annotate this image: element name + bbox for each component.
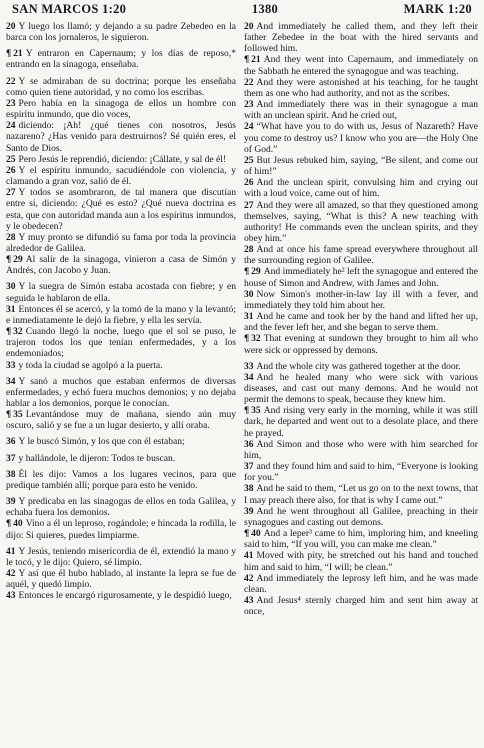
verse-number: 32 <box>251 333 261 345</box>
paragraph-mark-icon: ¶ <box>6 326 12 338</box>
verse-number: 26 <box>6 164 16 176</box>
paragraph-mark-icon: ¶ <box>244 405 250 417</box>
verse-text: Y luego los llamó; y dejando a su padre Zebedeo en la barca con los jornaleros, le siguieron. <box>6 21 236 44</box>
verse <box>6 281 236 303</box>
verse-text: Cuando llegó la noche, luego que el sol se puso, le trajeron todos los que tenían enfermedades, y a los endemoniados; <box>6 326 236 360</box>
verse <box>6 360 236 371</box>
verse-text: diciendo: ¡Ah! ¿qué tienes con nosotros, Jesús nazareno? ¿Has venido para destruirnos? Sé quién eres, el Santo de Dios. <box>6 120 236 154</box>
verse-number: 38 <box>6 468 16 480</box>
verse <box>6 376 236 409</box>
verse <box>244 200 478 245</box>
verse-number: 43 <box>6 590 16 602</box>
verse-text: “What have you to do with us, Jesus of Nazareth? Have you come to destroy us? I know who you are—the Holy One of God.” <box>244 121 478 155</box>
verse-text: Pero Jesús le reprendió, diciendo: ¡Cállate, y sal de él! <box>18 153 227 165</box>
verse-number: 25 <box>244 154 254 166</box>
verse <box>244 550 478 572</box>
paragraph-mark-icon: ¶ <box>6 518 12 530</box>
verse <box>244 372 478 405</box>
verse-number: 31 <box>244 311 254 323</box>
verse-text: And he healed many who were sick with various diseases, and cast out many demons. And he would not permit the demons to speak, because they knew him. <box>244 371 478 406</box>
verse-text: And they were astonished at his teaching, for he taught them as one who had authority, and not as the scribes. <box>244 76 478 99</box>
verse-text: And Jesus⁴ sternly charged him and sent him away at once, <box>244 594 478 618</box>
verse-number: 42 <box>6 568 16 580</box>
verse <box>244 595 478 617</box>
verse-number: 33 <box>244 360 254 372</box>
verse <box>244 333 478 355</box>
verse <box>6 48 236 70</box>
paragraph-mark-icon: ¶ <box>6 254 12 266</box>
verse-number: 39 <box>6 496 16 508</box>
verse-number: 28 <box>244 244 254 256</box>
verse-text: Y sanó a muchos que estaban enfermos de diversas enfermedades, y echó fuera muchos demonios; y no dejaba hablar a los demonios, porque le conocían. <box>6 375 236 409</box>
spanish-column <box>6 21 236 617</box>
verse-number: 38 <box>244 483 254 495</box>
verse-text: Entonces él se acercó, y la tomó de la mano y la levantó; e inmediatamente le dejó la fiebre, y ella les servía. <box>6 303 236 326</box>
verse-text: Vino a él un leproso, rogándole; e hincada la rodilla, le dijo: Si quieres, puedes limpiarme. <box>6 518 236 541</box>
verse-number: 20 <box>6 21 16 32</box>
parallel-columns <box>6 21 478 617</box>
page-number: 1380 <box>251 2 279 16</box>
verse-text: Y predicaba en las sinagogas de ellos en toda Galilea, y echaba fuera los demonios. <box>6 496 236 519</box>
verse <box>6 496 236 518</box>
verse-number: 43 <box>244 594 254 606</box>
paragraph-mark-icon: ¶ <box>6 409 12 421</box>
verse-text: And he came and took her by the hand and lifted her up, and the fever left her, and she began to serve them. <box>244 311 478 334</box>
verse-text: and they found him and said to him, “Everyone is looking for you.” <box>244 461 478 484</box>
verse-text: Y así que él hubo hablado, al instante la lepra se fue de aquél, y quedó limpio. <box>6 568 236 591</box>
verse <box>6 76 236 98</box>
verse <box>6 453 236 464</box>
verse-text: y hallándole, le dijeron: Todos te buscan. <box>18 452 176 464</box>
verse-number: 41 <box>6 545 16 557</box>
verse-text: Y se admiraban de su doctrina; porque les enseñaba como quien tiene autoridad, y no como los escribas. <box>6 75 236 98</box>
paragraph-mark-icon: ¶ <box>244 54 250 66</box>
verse-number: 42 <box>244 572 254 584</box>
verse-text: Now Simon's mother-in-law lay ill with a fever, and immediately they told him about her. <box>244 288 478 311</box>
verse-text: And immediately the leprosy left him, and he was made clean. <box>244 572 478 595</box>
verse <box>244 528 478 550</box>
verse <box>244 506 478 528</box>
verse-number: 32 <box>13 326 23 338</box>
verse-number: 29 <box>251 266 261 278</box>
paragraph-mark-icon: ¶ <box>244 528 250 540</box>
verse-number: 30 <box>244 288 254 300</box>
verse <box>244 177 478 199</box>
verse-number: 22 <box>244 76 254 88</box>
verse <box>6 154 236 165</box>
paragraph-mark-icon: ¶ <box>244 333 250 345</box>
verse <box>244 289 478 311</box>
verse <box>244 573 478 595</box>
verse <box>244 439 478 461</box>
verse-text: Levantándose muy de mañana, siendo aún muy oscuro, salió y se fue a un lugar desierto, y allí oraba. <box>6 409 236 432</box>
verse-number: 23 <box>244 99 254 111</box>
verse <box>6 568 236 590</box>
verse <box>6 232 236 254</box>
verse-text: But Jesus rebuked him, saying, “Be silent, and come out of him!” <box>244 154 478 178</box>
verse <box>6 254 236 276</box>
verse-number: 29 <box>13 254 23 266</box>
verse-text: And immediately there was in their synagogue a man with an unclean spirit. And he cried out, <box>244 99 478 122</box>
verse-number: 24 <box>244 121 254 133</box>
verse-text: Y muy pronto se difundió su fama por toda la provincia alrededor de Galilea. <box>6 231 236 254</box>
verse <box>244 311 478 333</box>
verse <box>6 21 236 43</box>
verse-text: And immediately he² left the synagogue and entered the house of Simon and Andrew, with James and John. <box>244 266 478 289</box>
verse-text: And they were all amazed, so that they questioned among themselves, saying, “What is this? A new teaching with authority! He commands even the unclean spirits, and they obey him.” <box>244 199 478 244</box>
verse-text: Pero había en la sinagoga de ellos un hombre con espíritu inmundo, que dio voces, <box>6 97 236 121</box>
verse <box>6 187 236 232</box>
verse <box>6 326 236 359</box>
verse <box>6 409 236 431</box>
verse <box>6 518 236 540</box>
verse-text: Y la suegra de Simón estaba acostada con fiebre; y en seguida le hablaron de ella. <box>6 281 236 304</box>
verse-number: 35 <box>251 405 261 417</box>
verse-number: 31 <box>6 303 16 315</box>
verse <box>6 436 236 447</box>
verse-number: 41 <box>244 550 254 562</box>
header-english-reference: MARK 1:20 <box>403 2 472 16</box>
verse-number: 20 <box>244 21 254 32</box>
verse-text: y toda la ciudad se agolpó a la puerta. <box>18 359 163 371</box>
verse-text: Y le buscó Simón, y los que con él estaban; <box>18 436 185 448</box>
verse-number: 26 <box>244 177 254 189</box>
verse-number: 40 <box>13 518 23 530</box>
verse-number: 36 <box>6 436 16 448</box>
verse-text: Moved with pity, he stretched out his hand and touched him and said to him, “I will; be clean.” <box>244 550 478 573</box>
verse <box>244 99 478 121</box>
verse-text: Y el espíritu inmundo, sacudiéndole con violencia, y clamando a gran voz, salió de él. <box>6 164 236 188</box>
verse-text: And at once his fame spread everywhere throughout all the surrounding region of Galilee. <box>244 244 478 267</box>
verse-number: 27 <box>6 187 16 199</box>
verse-number: 27 <box>244 199 254 211</box>
verse-number: 24 <box>6 120 16 132</box>
verse <box>244 77 478 99</box>
verse-text: Al salir de la sinagoga, vinieron a casa de Simón y Andrés, con Jacobo y Juan. <box>6 254 236 277</box>
verse-text: And rising very early in the morning, while it was still dark, he departed and went out to a desolate place, and there he prayed. <box>244 405 478 439</box>
verse-number: 30 <box>6 281 16 293</box>
paragraph-mark-icon: ¶ <box>6 48 12 60</box>
verse <box>6 98 236 120</box>
verse-number: 22 <box>6 75 16 87</box>
verse-number: 33 <box>6 359 16 371</box>
verse-text: Y Jesús, teniendo misericordia de él, extendió la mano y le tocó, y le dijo: Quiero, sé limpio. <box>6 545 236 568</box>
verse <box>244 21 478 54</box>
verse <box>244 361 478 372</box>
verse <box>6 546 236 568</box>
verse <box>6 304 236 326</box>
verse-number: 28 <box>6 231 16 243</box>
verse <box>244 483 478 505</box>
verse-text: And they went into Capernaum, and immediately on the Sabbath he entered the synagogue and was teaching. <box>244 54 478 77</box>
verse-number: 40 <box>251 528 261 540</box>
verse-text: Entonces le encargó rigurosamente, y le despidió luego, <box>18 590 232 602</box>
verse <box>6 469 236 491</box>
verse-number: 37 <box>6 452 16 464</box>
paragraph-mark-icon: ¶ <box>244 266 250 278</box>
verse-number: 21 <box>251 54 261 66</box>
verse-number: 34 <box>6 375 16 387</box>
verse-text: And immediately he called them, and they left their father Zebedee in the boat with the hired servants and followed him. <box>244 21 478 55</box>
verse-text: And the unclean spirit, convulsing him and crying out with a loud voice, came out of him. <box>244 177 478 200</box>
verse-number: 35 <box>13 409 23 421</box>
verse <box>244 121 478 154</box>
verse-number: 37 <box>244 461 254 473</box>
verse-text: And a leper³ came to him, imploring him, and kneeling said to him, “If you will, you can make me clean.” <box>244 528 478 551</box>
verse <box>244 155 478 177</box>
verse <box>6 165 236 187</box>
verse-text: Él les dijo: Vamos a los lugares vecinos, para que predique también allí; porque para esto he venido. <box>6 468 236 491</box>
verse-number: 39 <box>244 505 254 517</box>
verse-number: 36 <box>244 438 254 450</box>
verse-number: 23 <box>6 97 16 109</box>
verse <box>244 244 478 266</box>
verse-text: And the whole city was gathered together at the door. <box>256 360 461 372</box>
verse <box>244 266 478 288</box>
page-header <box>6 2 478 21</box>
verse-text: Y entraron en Capernaum; y los días de reposo,* entrando en la sinagoga, enseñaba. <box>6 48 236 71</box>
verse-text: And Simon and those who were with him searched for him, <box>244 438 478 461</box>
verse <box>244 461 478 483</box>
english-column <box>244 21 478 617</box>
verse-text: That evening at sundown they brought to him all who were sick or oppressed by demons. <box>244 333 478 356</box>
verse <box>6 120 236 153</box>
verse-text: Y todos se asombraron, de tal manera que discutían entre sí, diciendo: ¿Qué es esto? ¿Qué nueva doctrina es esta, que con autoridad manda aun a los espíritus inmundos, y le obedecen? <box>6 187 236 232</box>
verse <box>244 405 478 438</box>
header-spanish-reference: SAN MARCOS 1:20 <box>12 2 127 16</box>
verse-text: And he said to them, “Let us go on to the next towns, that I may preach there also, for that is why I came out.” <box>244 483 478 506</box>
verse-text: And he went throughout all Galilee, preaching in their synagogues and casting out demons. <box>244 505 478 528</box>
verse <box>6 590 236 601</box>
verse-number: 21 <box>13 48 23 60</box>
verse <box>244 54 478 76</box>
verse-number: 34 <box>244 371 254 383</box>
verse-number: 25 <box>6 153 16 165</box>
